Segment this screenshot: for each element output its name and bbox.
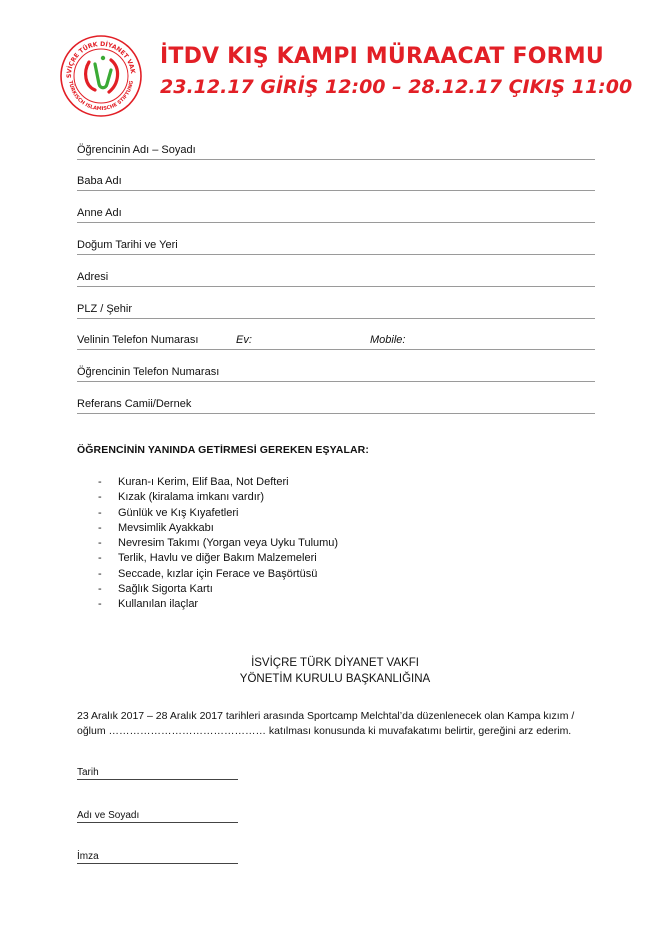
list-item: - Seccade, kızlar için Ferace ve Başörtüsü xyxy=(98,567,338,582)
list-item: - Sağlık Sigorta Kartı xyxy=(98,582,338,597)
postcode-city-field[interactable] xyxy=(77,296,595,319)
mother-name-field[interactable] xyxy=(77,200,595,223)
student-name-field[interactable] xyxy=(77,137,595,160)
list-bullet: - xyxy=(98,598,102,611)
list-item: - Nevresim Takımı (Yorgan veya Uyku Tulumu) xyxy=(98,536,338,551)
list-bullet: - xyxy=(98,583,102,596)
parent-phone-label: Velinin Telefon Numarası xyxy=(77,334,199,346)
mother-name-label: Anne Adı xyxy=(77,207,122,219)
date-label: Tarih xyxy=(77,767,99,778)
foundation-logo xyxy=(59,34,143,118)
student-phone-field[interactable] xyxy=(77,359,595,382)
reference-mosque-field[interactable] xyxy=(77,391,595,414)
items-list xyxy=(98,475,338,613)
list-bullet: - xyxy=(98,537,102,550)
full-name-signature-field[interactable] xyxy=(77,808,238,823)
list-bullet: - xyxy=(98,552,102,565)
list-bullet: - xyxy=(98,491,102,504)
address-field[interactable] xyxy=(77,264,595,287)
list-item: - Kızak (kiralama imkanı vardır) xyxy=(98,490,338,505)
form-title: İTDV KIŞ KAMPI MÜRAACAT FORMU xyxy=(160,44,604,69)
signature-label: İmza xyxy=(77,851,99,862)
reference-mosque-label: Referans Camii/Dernek xyxy=(77,398,192,410)
list-item: - Günlük ve Kış Kıyafetleri xyxy=(98,506,338,521)
logo-ring-top-text: SVİÇRE TÜRK DİYANET VAK xyxy=(65,40,136,79)
addressee-board: YÖNETİM KURULU BAŞKANLIĞINA xyxy=(239,673,431,685)
list-item: - Terlik, Havlu ve diğer Bakım Malzemeleri xyxy=(98,551,338,566)
list-bullet: - xyxy=(98,506,102,519)
items-heading: ÖĞRENCİNİN YANINDA GETİRMESİ GEREKEN EŞYALAR: xyxy=(77,444,369,456)
student-name-label: Öğrencinin Adı – Soyadı xyxy=(77,144,196,156)
list-item: - Kullanılan ilaçlar xyxy=(98,597,338,612)
consent-paragraph: 23 Aralık 2017 – 28 Aralık 2017 tarihleri arasında Sportcamp Melchtal’da düzenlenecek olan Kampa kızım / oğlum ……………………………………… katılması konusunda ki muvafakatımı belirtir, gereğini arz ederim. xyxy=(77,710,575,737)
birth-date-place-label: Doğum Tarihi ve Yeri xyxy=(77,239,178,251)
list-item: - Kuran-ı Kerim, Elif Baa, Not Defteri xyxy=(98,475,338,490)
father-name-field[interactable] xyxy=(77,168,595,191)
logo-ring-bottom-text: TÜRKISCH ISLAMISCHE STIFTUNG xyxy=(67,80,135,113)
address-label: Adresi xyxy=(77,271,109,283)
list-item: - Mevsimlik Ayakkabı xyxy=(98,521,338,536)
list-bullet: - xyxy=(98,567,102,580)
list-bullet: - xyxy=(98,476,102,488)
parent-phone-field[interactable] xyxy=(77,327,595,350)
mobile-phone-label: Mobile: xyxy=(370,334,406,346)
date-signature-field[interactable] xyxy=(77,765,238,780)
father-name-label: Baba Adı xyxy=(77,175,122,187)
birth-date-place-field[interactable] xyxy=(77,232,595,255)
camp-dates-subtitle: 23.12.17 GİRİŞ 12:00 – 28.12.17 ÇIKIŞ 11:00 xyxy=(160,76,633,98)
student-phone-label: Öğrencinin Telefon Numarası xyxy=(77,366,220,378)
full-name-label: Adı ve Soyadı xyxy=(77,810,140,821)
signature-field[interactable] xyxy=(77,849,238,864)
list-bullet: - xyxy=(98,521,102,534)
postcode-city-label: PLZ / Şehir xyxy=(77,303,133,315)
addressee-foundation: İSVİÇRE TÜRK DİYANET VAKFI xyxy=(251,657,419,669)
home-phone-label: Ev: xyxy=(236,334,252,346)
